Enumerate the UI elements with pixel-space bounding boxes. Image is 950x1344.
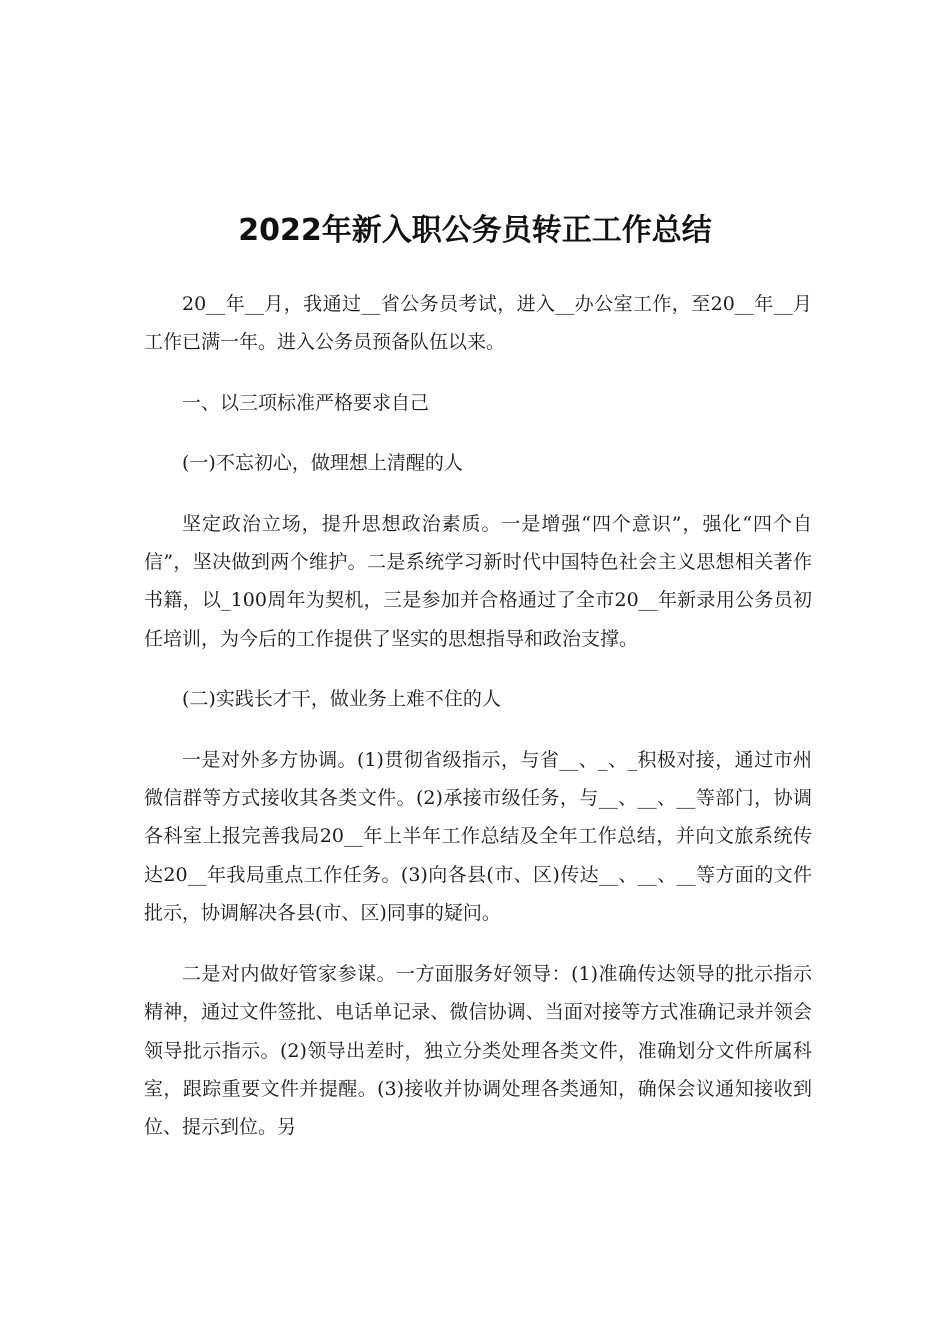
body-paragraph: 坚定政治立场，提升思想政治素质。一是增强“四个意识”，强化“四个自信”，坚决做到两个维护。二是系统学习新时代中国特色社会主义思想相关著作书籍，以_100周年为契机，三是参加并合格通过了全市20__年新录用公务员初任培训，为今后的工作提供了坚实的思想指导和政治支撑。 bbox=[144, 512, 812, 650]
subsection-heading-1: (一)不忘初心，做理想上清醒的人 bbox=[182, 452, 463, 475]
document-body bbox=[144, 285, 812, 1169]
body-paragraph: 二是对内做好管家参谋。一方面服务好领导：(1)准确传达领导的批示指示精神，通过文件签批、电话单记录、微信协调、当面对接等方式准确记录并领会领导批示指示。(2)领导出差时，独立分类处理各类文件，准确划分文件所属科室，跟踪重要文件并提醒。(3)接收并协调处理各类通知，确保会议通知接收到位、提示到位。另 bbox=[144, 962, 812, 1139]
section-heading-1: 一、以三项标准严格要求自己 bbox=[182, 391, 430, 414]
document-title: 2022年新入职公务员转正工作总结 bbox=[238, 213, 712, 248]
subsection-heading-2: (二)实践长才干，做业务上难不住的人 bbox=[182, 688, 501, 711]
body-paragraph: 一是对外多方协调。(1)贯彻省级指示，与省__、_、_积极对接，通过市州微信群等方式接收其各类文件。(2)承接市级任务，与__、__、__等部门，协调各科室上报完善我局20__年上半年工作总结及全年工作总结，并向文旅系统传达20__年我局重点工作任务。(3)向各县(市、区)传达__、__、__等方面的文件批示，协调解决各县(市、区)同事的疑问。 bbox=[144, 748, 812, 925]
intro-paragraph: 20__年__月，我通过__省公务员考试，进入__办公室工作，至20__年__月工作已满一年。进入公务员预备队伍以来。 bbox=[144, 293, 812, 354]
